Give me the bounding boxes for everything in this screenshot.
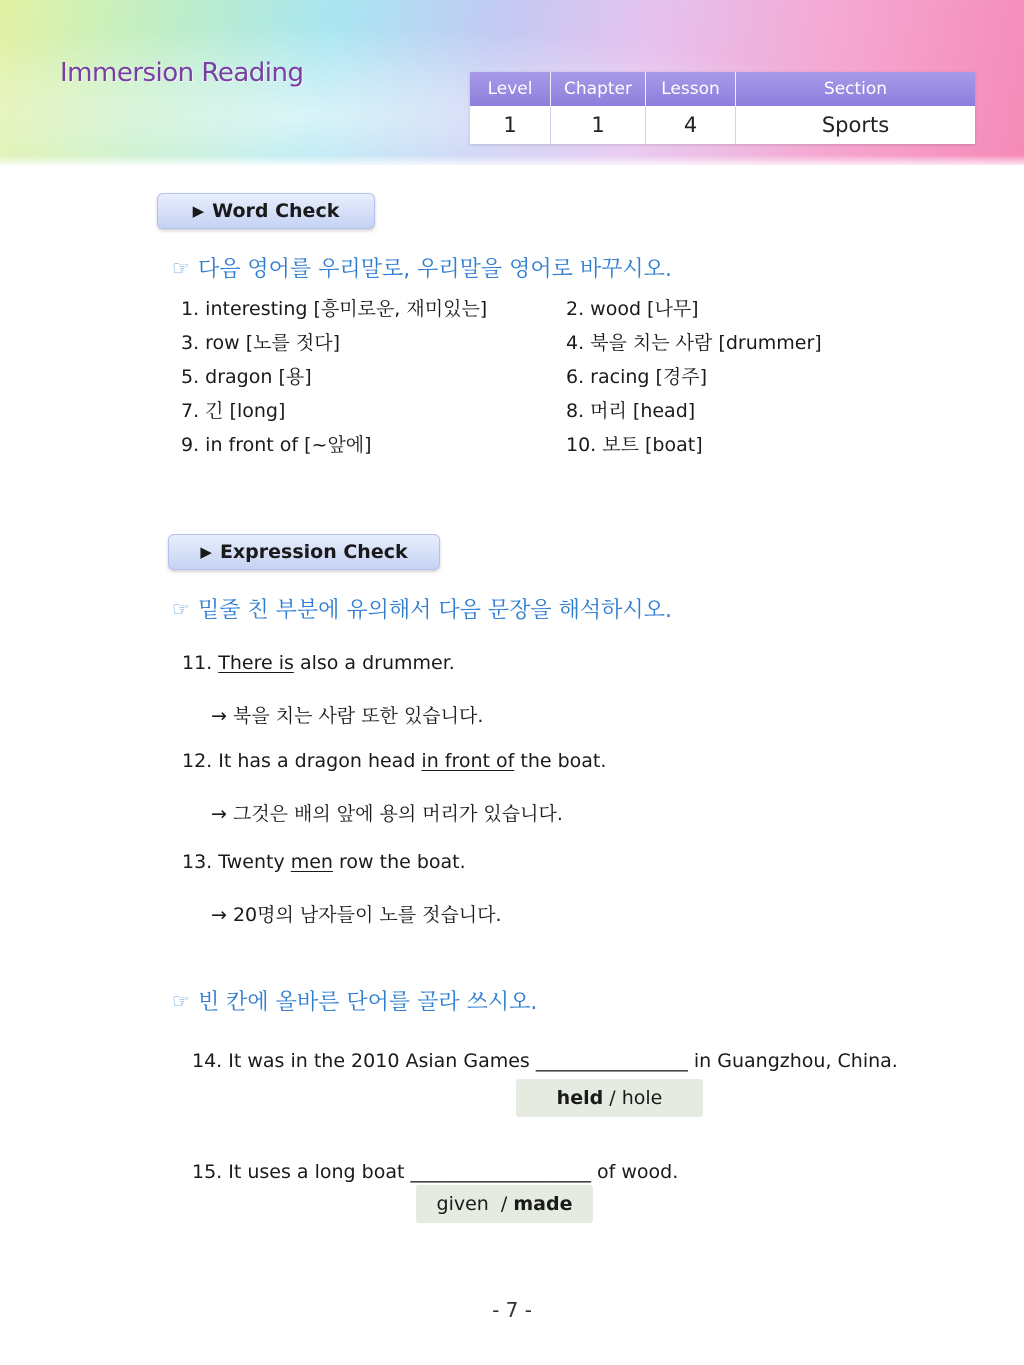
col-section: Section [736, 72, 976, 106]
value-lesson: 4 [646, 106, 736, 144]
word-check-label [157, 193, 375, 229]
expression-check-instruction [172, 593, 672, 624]
col-chapter: Chapter [551, 72, 646, 106]
fill-blank-instruction [172, 985, 537, 1016]
word-item-1: 1. interesting [흥미로운, 재미있는] [181, 298, 488, 320]
underlined-phrase: in front of [421, 750, 515, 772]
col-level: Level [470, 72, 551, 106]
word-check-instruction-text: 다음 영어를 우리말로, 우리말을 영어로 바꾸시오. [197, 257, 672, 282]
expression-check-label-text: Expression Check [219, 541, 408, 563]
pointing-hand-icon: ☞ [172, 596, 190, 621]
page-number: - 7 - [492, 1298, 532, 1322]
expression-check-instruction-text: 밑줄 친 부분에 유의해서 다음 문장을 해석하시오. [197, 598, 672, 623]
choice-box-15: given / made [416, 1185, 593, 1223]
pointing-hand-icon: ☞ [172, 988, 190, 1013]
header-banner [0, 0, 1024, 165]
choice-wrong: given [436, 1193, 489, 1215]
col-lesson: Lesson [646, 72, 736, 106]
word-item-5: 5. dragon [용] [181, 366, 312, 388]
choice-box-14: held / hole [516, 1079, 703, 1117]
pointing-hand-icon: ☞ [172, 255, 190, 280]
choice-correct: made [513, 1193, 573, 1215]
expression-answer-12: → 그것은 배의 앞에 용의 머리가 있습니다. [211, 803, 563, 825]
play-arrow-icon: ▶ [192, 202, 205, 220]
word-item-8: 8. 머리 [head] [566, 400, 696, 422]
word-item-6: 6. racing [경주] [566, 366, 708, 388]
value-section: Sports [736, 106, 976, 144]
value-level: 1 [470, 106, 551, 144]
brand-title: Immersion Reading [60, 58, 304, 88]
expression-sentence-12: 12. It has a dragon head in front of the boat. [182, 750, 607, 772]
expression-sentence-11: 11. There is also a drummer. [182, 652, 455, 674]
word-item-4: 4. 북을 치는 사람 [drummer] [566, 332, 822, 354]
word-item-2: 2. wood [나무] [566, 298, 699, 320]
expression-sentence-13: 13. Twenty men row the boat. [182, 851, 466, 873]
expression-check-label [168, 534, 440, 570]
word-check-instruction [172, 252, 672, 283]
word-item-10: 10. 보트 [boat] [566, 434, 703, 456]
choice-correct: held [556, 1087, 604, 1109]
word-item-7: 7. 긴 [long] [181, 400, 286, 422]
word-item-9: 9. in front of [~앞에] [181, 434, 372, 456]
underlined-phrase: There is [218, 652, 294, 674]
expression-answer-11: → 북을 치는 사람 또한 있습니다. [211, 705, 484, 727]
fill-blank-sentence-15: 15. It uses a long boat ___________________ of wood. [192, 1161, 679, 1183]
fill-blank-instruction-text: 빈 칸에 올바른 단어를 골라 쓰시오. [197, 990, 538, 1015]
lesson-info-table [470, 72, 975, 144]
word-check-label-text: Word Check [212, 200, 340, 222]
value-chapter: 1 [551, 106, 646, 144]
underlined-phrase: men [290, 851, 333, 873]
play-arrow-icon: ▶ [200, 543, 212, 561]
expression-answer-13: → 20명의 남자들이 노를 젓습니다. [211, 904, 502, 926]
word-item-3: 3. row [노를 젓다] [181, 332, 341, 354]
fill-blank-sentence-14: 14. It was in the 2010 Asian Games ________________ in Guangzhou, China. [192, 1050, 898, 1072]
choice-wrong: hole [621, 1087, 663, 1109]
